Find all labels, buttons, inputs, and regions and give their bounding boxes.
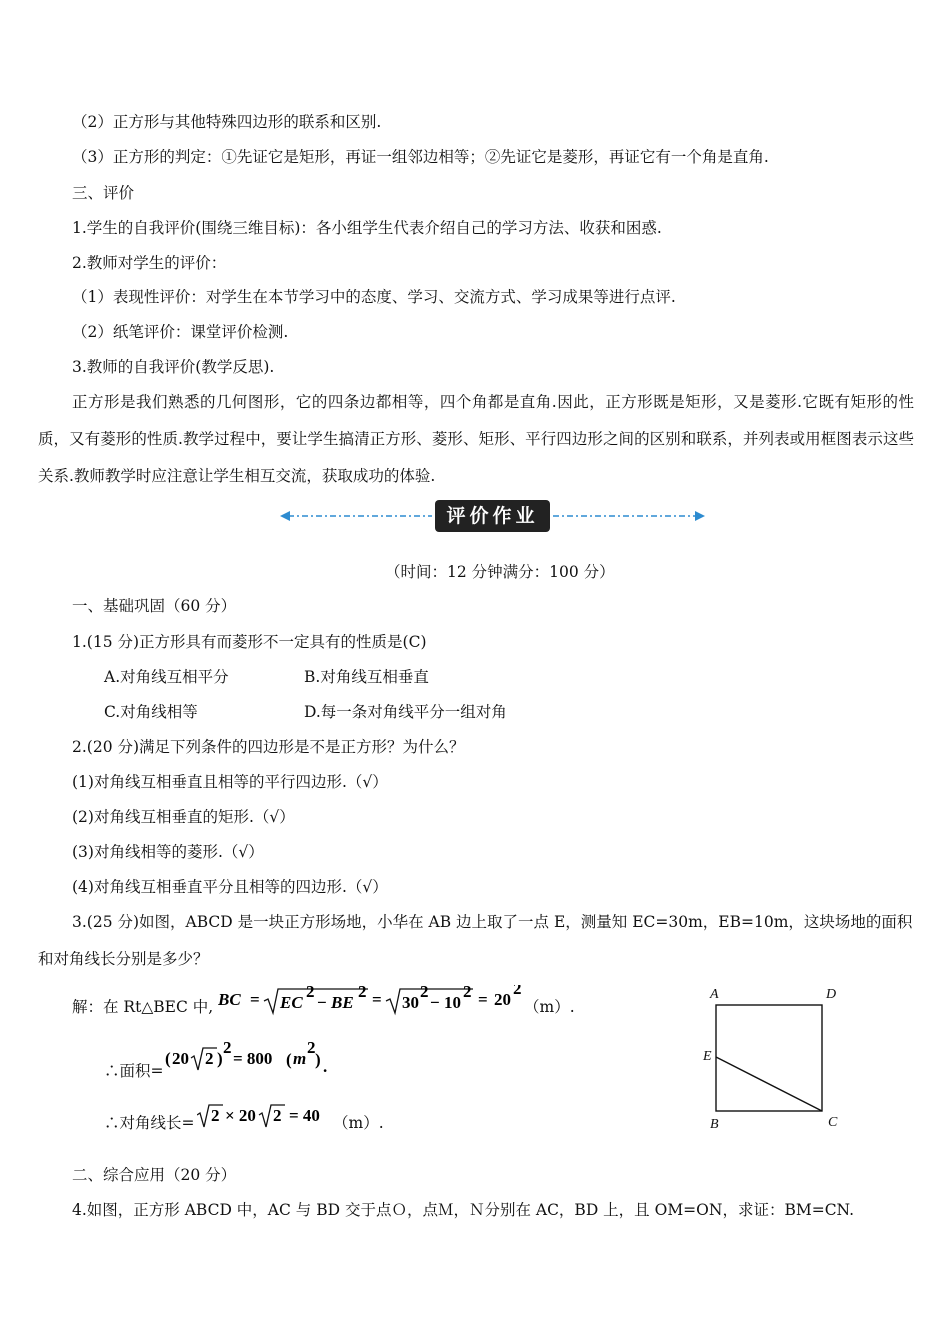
formula-exp-3: 2 — [420, 985, 429, 1001]
question-2-item-1: (1)对角线互相垂直且相等的平行四边形.（√） — [72, 773, 388, 791]
svg-text:=: = — [250, 990, 260, 1009]
time-note: （时间：12 分钟满分：100 分） — [385, 563, 615, 581]
svg-text:): ) — [217, 1049, 223, 1068]
question-1-option-b: B.对角线互相垂直 — [304, 668, 429, 686]
diag-s2b: 2 — [273, 1106, 282, 1125]
diag-eq: = 40 — [289, 1106, 320, 1125]
solution-formula-area — [165, 1040, 330, 1084]
formula-diag-svg — [197, 1099, 332, 1133]
evaluation-item-1: 1.学生的自我评价(围绕三维目标)：各小组学生代表介绍自己的学习方法、收获和困惑. — [72, 219, 662, 237]
formula-n30: 30 — [402, 993, 419, 1012]
square-diagram — [700, 985, 850, 1135]
solution-line-1 — [72, 997, 213, 1017]
question-1-option-d: D.每一条对角线平分一组对角 — [304, 703, 507, 721]
svg-text:): ) — [315, 1050, 321, 1069]
diag-unit: （m）. — [333, 1114, 384, 1132]
svg-text:=: = — [372, 990, 382, 1009]
formula-bc-lhs: BC — [218, 990, 241, 1009]
question-3-stem: 3.(25 分)如图，ABCD 是一块正方形场地，小华在 AB 边上取了一点 E，测量知 EC=30m，EB=10m，这块场地的面积和对角线长分别是多少？ — [38, 913, 913, 968]
area-eq: = 800 — [233, 1049, 273, 1068]
evaluation-item-3: 3.教师的自我评价(教学反思). — [72, 358, 275, 376]
svg-text:−: − — [317, 993, 327, 1012]
question-2-item-2: (2)对角线互相垂直的矩形.（√） — [72, 808, 295, 826]
formula-exp-4: 2 — [463, 985, 472, 1001]
area-prefix: ∴面积= — [104, 1062, 164, 1080]
area-m: m — [293, 1049, 307, 1068]
section-heading-application: 二、综合应用（20 分） — [72, 1166, 237, 1184]
text-item-3: （3）正方形的判定：①先证它是矩形，再证一组邻边相等；②先证它是菱形，再证它有一个角是直角. — [72, 148, 769, 166]
area-end: . — [323, 1057, 328, 1076]
formula-ec: EC — [280, 993, 303, 1012]
svg-text:(: ( — [286, 1050, 292, 1069]
evaluation-item-2a: （1）表现性评价：对学生在本节学习中的态度、学习、交流方式、学习成果等进行点评. — [72, 288, 676, 306]
reflection-paragraph: 正方形是我们熟悉的几何图形，它的四条边都相等，四个角都是直角.因此，正方形既是矩形，又是菱形.它既有矩形的性质，又有菱形的性质.教学过程中，要让学生搞清正方形、菱形、矩形、平行四边形之间的区别和联系，并列表或用框图表示这些关系.教师教学时应注意让学生相互交流，获取成功的体验. — [38, 393, 914, 485]
formula-be: BE — [331, 993, 354, 1012]
question-2-stem: 2.(20 分)满足下列条件的四边形是不是正方形？为什么？ — [72, 738, 465, 756]
question-4: 4.如图，正方形 ABCD 中，AC 与 BD 交于点Ｏ，点Ｍ，Ｎ分别在 AC，BD 上，且 OM=ON，求证：BM=CN. — [72, 1201, 855, 1219]
area-m-exp: 2 — [307, 1040, 316, 1057]
evaluation-item-2: 2.教师对学生的评价： — [72, 254, 227, 272]
square-figure — [700, 985, 850, 1135]
formula-result-20: 20 — [494, 990, 511, 1009]
question-1-option-a: A.对角线互相平分 — [104, 668, 229, 686]
text-item-2: （2）正方形与其他特殊四边形的联系和区别. — [72, 113, 382, 131]
solution-unit-1: （m）. — [524, 998, 575, 1016]
label-e: E — [703, 1049, 712, 1064]
solution-prefix: 解：在 Rt△BEC 中, — [72, 998, 214, 1016]
question-2-item-4: (4)对角线互相垂直平分且相等的四边形.（√） — [72, 878, 388, 896]
formula-n10: 10 — [444, 993, 461, 1012]
formula-exp-1: 2 — [306, 985, 315, 1001]
section-banner — [280, 500, 705, 532]
banner-title: 评价作业 — [435, 500, 550, 532]
area-exp: 2 — [223, 1040, 232, 1057]
label-c: C — [828, 1115, 838, 1130]
question-2-item-3: (3)对角线相等的菱形.（√） — [72, 843, 264, 861]
question-1-option-c: C.对角线相等 — [104, 703, 198, 721]
evaluation-item-2b: （2）纸笔评价：课堂评价检测. — [72, 323, 289, 341]
label-b: B — [710, 1117, 719, 1132]
solution-formula-diag — [197, 1099, 332, 1137]
formula-area-svg — [165, 1040, 330, 1080]
diag-prefix: ∴对角线长= — [104, 1114, 195, 1132]
svg-text:−: − — [430, 993, 440, 1012]
label-d: D — [826, 987, 837, 1002]
svg-text:(: ( — [165, 1049, 171, 1068]
label-a: A — [710, 987, 719, 1002]
solution-formula-bc — [218, 985, 548, 1025]
formula-exp-5: 2 — [513, 985, 522, 998]
diag-s2: 2 — [211, 1106, 220, 1125]
formula-bc-svg — [218, 985, 548, 1021]
question-1-stem: 1.(15 分)正方形具有而菱形不一定具有的性质是(C) — [72, 633, 427, 651]
svg-text:=: = — [478, 990, 488, 1009]
section-heading-basic: 一、基础巩固（60 分） — [72, 597, 237, 615]
area-20: 20 — [172, 1049, 189, 1068]
section-heading-evaluation: 三、评价 — [72, 184, 135, 202]
area-sqrt2: 2 — [205, 1049, 214, 1068]
formula-exp-2: 2 — [358, 985, 367, 1001]
diag-times: × 20 — [225, 1106, 256, 1125]
